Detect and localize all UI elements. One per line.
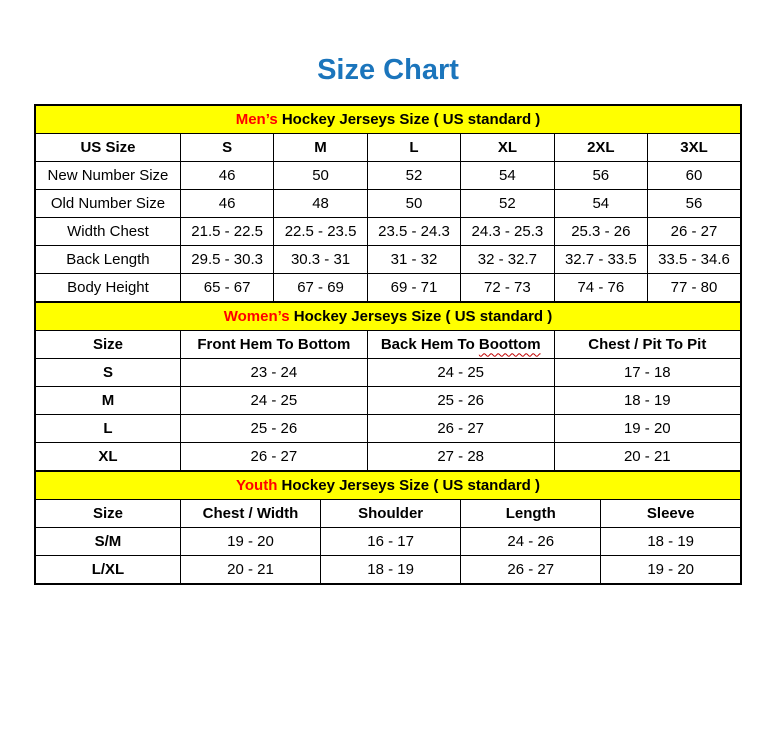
column-header-cell: Chest / Pit To Pit [554, 331, 741, 359]
size-value-cell: 56 [648, 190, 741, 218]
youth-size-table [34, 470, 742, 585]
size-value-cell: 54 [461, 162, 554, 190]
mens-size-table [34, 104, 742, 303]
size-value-cell: 18 - 19 [554, 387, 741, 415]
table-row [35, 359, 741, 387]
youth-band-row [35, 471, 741, 500]
column-header-cell: Front Hem To Bottom [180, 331, 367, 359]
table-row [35, 387, 741, 415]
row-label-cell: L [35, 415, 180, 443]
size-value-cell: 32.7 - 33.5 [554, 246, 647, 274]
page-title: Size Chart [317, 54, 459, 86]
column-header-cell: Length [461, 500, 601, 528]
size-value-cell: 24 - 25 [367, 359, 554, 387]
size-value-cell: 54 [554, 190, 647, 218]
table-row [35, 218, 741, 246]
mens-band-highlight: Men’s [235, 110, 278, 128]
table-row [35, 190, 741, 218]
size-value-cell: 20 - 21 [180, 556, 320, 585]
size-value-cell: 32 - 32.7 [461, 246, 554, 274]
size-value-cell: 33.5 - 34.6 [648, 246, 741, 274]
size-value-cell: 24.3 - 25.3 [461, 218, 554, 246]
size-value-cell: 23.5 - 24.3 [367, 218, 460, 246]
size-value-cell: 26 - 27 [648, 218, 741, 246]
size-value-cell: 23 - 24 [180, 359, 367, 387]
row-label-cell: S [35, 359, 180, 387]
size-value-cell: 25 - 26 [180, 415, 367, 443]
size-value-cell: 31 - 32 [367, 246, 460, 274]
size-value-cell: 52 [367, 162, 460, 190]
mens-table-band-title: Men’s Hockey Jerseys Size ( US standard ) [35, 105, 741, 134]
column-header-cell: US Size [35, 134, 180, 162]
column-header-cell: Size [35, 331, 180, 359]
table-row [35, 246, 741, 274]
column-header-cell: XL [461, 134, 554, 162]
youth-header-row [35, 500, 741, 528]
row-label-cell: Body Height [35, 274, 180, 303]
womens-header-row [35, 331, 741, 359]
size-value-cell: 27 - 28 [367, 443, 554, 472]
size-value-cell: 74 - 76 [554, 274, 647, 303]
row-label-cell: XL [35, 443, 180, 472]
youth-band-highlight: Youth [236, 476, 278, 494]
size-value-cell: 16 - 17 [321, 528, 461, 556]
womens-size-table [34, 301, 742, 472]
table-row [35, 556, 741, 585]
size-value-cell: 50 [274, 162, 367, 190]
womens-band-row [35, 302, 741, 331]
size-value-cell: 17 - 18 [554, 359, 741, 387]
mens-header-row [35, 134, 741, 162]
misspelled-word: Boottom [478, 335, 541, 353]
row-label-cell: Back Length [35, 246, 180, 274]
column-header-cell: L [367, 134, 460, 162]
size-value-cell: 48 [274, 190, 367, 218]
size-value-cell: 26 - 27 [180, 443, 367, 472]
column-header-cell: Shoulder [321, 500, 461, 528]
size-value-cell: 52 [461, 190, 554, 218]
column-header-cell: S [180, 134, 273, 162]
row-label-cell: Width Chest [35, 218, 180, 246]
size-value-cell: 69 - 71 [367, 274, 460, 303]
size-value-cell: 30.3 - 31 [274, 246, 367, 274]
column-header-cell: Sleeve [601, 500, 741, 528]
column-header-cell: Chest / Width [180, 500, 320, 528]
size-value-cell: 26 - 27 [367, 415, 554, 443]
column-header-cell: 2XL [554, 134, 647, 162]
table-row [35, 528, 741, 556]
size-value-cell: 22.5 - 23.5 [274, 218, 367, 246]
column-header-cell: M [274, 134, 367, 162]
row-label-cell: S/M [35, 528, 180, 556]
size-value-cell: 24 - 25 [180, 387, 367, 415]
table-row [35, 274, 741, 303]
row-label-cell: M [35, 387, 180, 415]
size-value-cell: 26 - 27 [461, 556, 601, 585]
size-value-cell: 25.3 - 26 [554, 218, 647, 246]
size-value-cell: 24 - 26 [461, 528, 601, 556]
size-value-cell: 25 - 26 [367, 387, 554, 415]
size-value-cell: 19 - 20 [180, 528, 320, 556]
column-header-cell: Size [35, 500, 180, 528]
size-chart [34, 104, 742, 585]
size-value-cell: 46 [180, 190, 273, 218]
womens-table-band-title: Women’s Hockey Jerseys Size ( US standard ) [35, 302, 741, 331]
row-label-cell: Old Number Size [35, 190, 180, 218]
row-label-cell: L/XL [35, 556, 180, 585]
column-header-cell: 3XL [648, 134, 741, 162]
mens-band-row [35, 105, 741, 134]
size-value-cell: 19 - 20 [554, 415, 741, 443]
row-label-cell: New Number Size [35, 162, 180, 190]
size-value-cell: 20 - 21 [554, 443, 741, 472]
size-value-cell: 21.5 - 22.5 [180, 218, 273, 246]
column-header-cell: Back Hem To Boottom [367, 331, 554, 359]
size-value-cell: 50 [367, 190, 460, 218]
size-value-cell: 18 - 19 [321, 556, 461, 585]
youth-table-band-title: Youth Hockey Jerseys Size ( US standard ) [35, 471, 741, 500]
size-value-cell: 65 - 67 [180, 274, 273, 303]
size-value-cell: 29.5 - 30.3 [180, 246, 273, 274]
table-row [35, 443, 741, 472]
size-value-cell: 56 [554, 162, 647, 190]
size-value-cell: 18 - 19 [601, 528, 741, 556]
size-value-cell: 60 [648, 162, 741, 190]
size-value-cell: 19 - 20 [601, 556, 741, 585]
size-value-cell: 77 - 80 [648, 274, 741, 303]
table-row [35, 415, 741, 443]
size-value-cell: 72 - 73 [461, 274, 554, 303]
size-value-cell: 46 [180, 162, 273, 190]
table-row [35, 162, 741, 190]
womens-band-highlight: Women’s [223, 307, 290, 325]
size-value-cell: 67 - 69 [274, 274, 367, 303]
